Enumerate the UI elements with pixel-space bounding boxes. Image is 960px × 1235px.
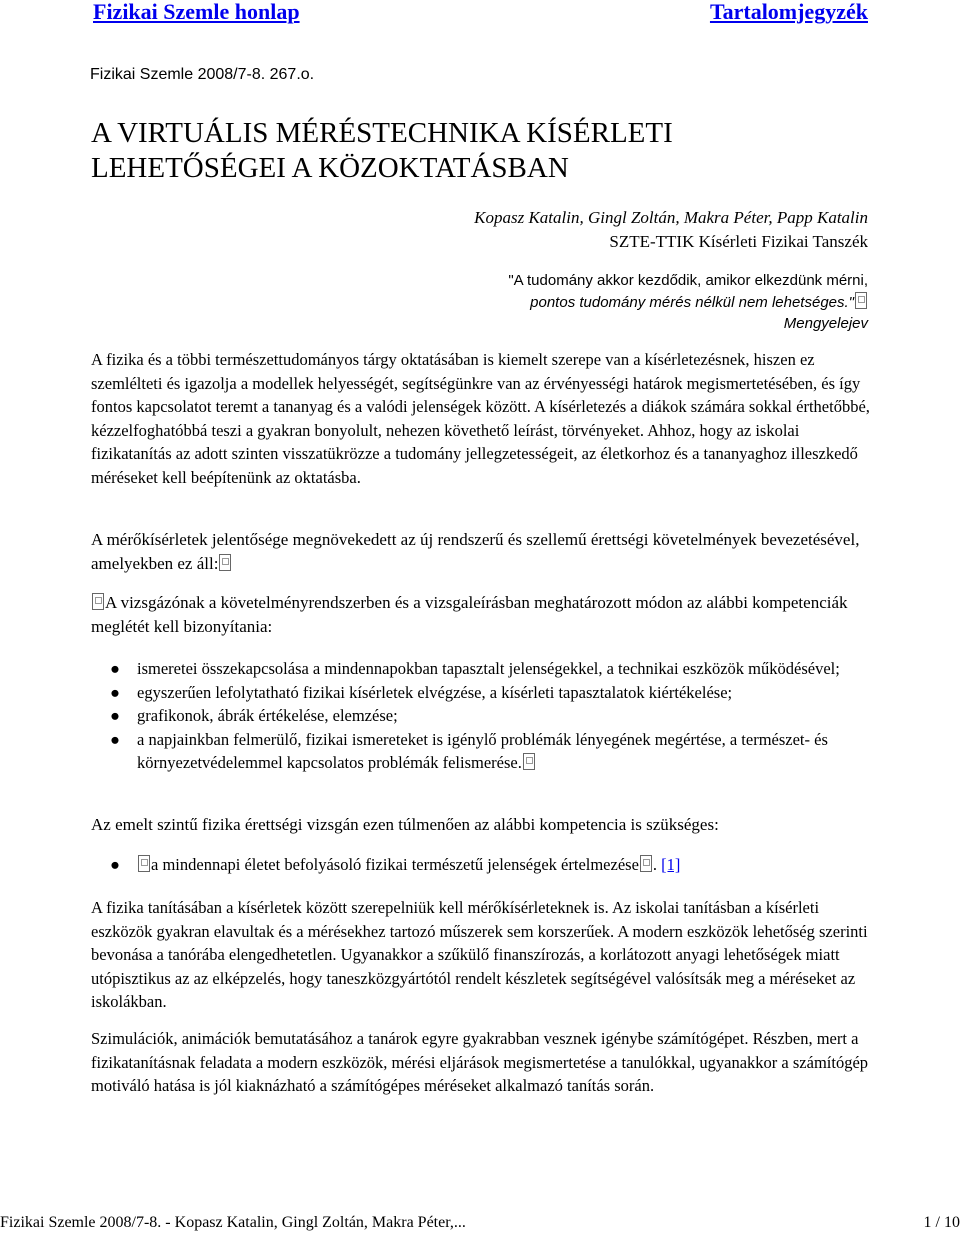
quote-author: Mengyelejev (783, 315, 868, 332)
paragraph-exam-requirements (91, 528, 881, 575)
image-placeholder-icon (855, 292, 867, 309)
affiliation: SZTE-TTIK Kísérleti Fizikai Tanszék (609, 232, 868, 251)
list-item-text: a napjainkban felmerülő, fizikai ismereteket is igénylő problémák lényegének megértése, a természet- és környezetvédelemmel kapcsolatos problémák felismerése. (137, 729, 828, 772)
paragraph-competencies-intro (91, 591, 881, 638)
paragraph-measurement-experiments: A fizika tanításában a kísérletek között szerepelniük kell mérőkísérleteknek is. Az iskolai tanításban a kísérleti eszközök gyakran elavultak és a mérésekhez tartozó műszerek sem korszerűek. A modern eszközök lehetőség szerinti bevonása a tanórába elengedhetetlen. Ugyanakkor a szűkülő finanszírozás, a korlátozott anyagi lehetőségek miatt utópisztikus az az elképzelés, hogy taneszközgyártótól rendelt készletek segítségével valósítsák meg a méréseket az iskolákban. (91, 898, 868, 1011)
bullet-icon: ● (110, 855, 120, 874)
list-item-tail: . (652, 855, 662, 874)
paragraph-exam-text: A mérőkísérletek jelentősége megnövekedett az új rendszerű és szellemű érettségi követelmények bevezetésével, amelyekben ez áll: (91, 530, 860, 573)
quote-line-2-text: pontos tudomány mérés nélkül nem lehetséges." (530, 294, 854, 311)
image-placeholder-icon (92, 593, 104, 610)
source-citation: Fizikai Szemle 2008/7-8. 267.o. (90, 66, 315, 83)
paragraph-intro: A fizika és a többi természettudományos tárgy oktatásában is kiemelt szerepe van a kísérletezésnek, hiszen ez szemlélteti és igazolja a modellek helyességét, segítségünkre van az érvényességi határok megismertetésében, és így fontos kapcsolatot teremt a tananyag és a valódi jelenségek között. A kísérletezés a diákok számára sokkal érthetőbbé, kézzelfoghatóbbá teszi a gyakran bonyolult, nehezen követhető leírást, törvényeket. Ahhoz, hogy az iskolai fizikatanítás az adott szinten visszatükrözze a tudomány jellegzetességeit, az életkorhoz és a tananyaghoz illeszkedő méréseket kell beépítenünk az oktatásba. (91, 350, 870, 487)
list-item-text: ismeretei összekapcsolása a mindennapokban tapasztalt jelenségekkel, a technikai eszközök működésével; (137, 659, 840, 678)
list-item (91, 853, 881, 877)
paragraph-competencies-text: A vizsgázónak a követelményrendszerben és a vizsgaleírásban meghatározott módon az alábbi kompetenciák meglétét kell bizonyítania: (91, 593, 848, 636)
image-placeholder-icon (219, 554, 231, 571)
table-of-contents-link[interactable]: Tartalomjegyzék (709, 0, 868, 24)
image-placeholder-icon (138, 855, 150, 872)
quote-line-1: "A tudomány akkor kezdődik, amikor elkezdünk mérni, (508, 272, 868, 289)
bullet-icon: ● (110, 729, 120, 749)
bullet-icon: ● (110, 706, 120, 725)
image-placeholder-icon (523, 753, 535, 770)
competency-list (91, 657, 881, 775)
image-placeholder-icon (640, 855, 652, 872)
list-item (91, 657, 881, 681)
footer-citation: Fizikai Szemle 2008/7-8. - Kopasz Katalin, Gingl Zoltán, Makra Péter,... (0, 1214, 466, 1231)
list-item (91, 681, 881, 705)
bullet-icon: ● (110, 682, 120, 702)
title-line-1: A VIRTUÁLIS MÉRÉSTECHNIKA KÍSÉRLETI (91, 117, 673, 149)
list-item-text: a mindennapi életet befolyásoló fizikai természetű jelenségek értelmezése (151, 855, 639, 874)
list-item-text: egyszerűen lefolytatható fizikai kísérletek elvégzése, a kísérleti tapasztalatok kiértékelése; (137, 682, 733, 702)
title-line-2: LEHETŐSÉGEI A KÖZOKTATÁSBAN (91, 152, 569, 184)
page-number: 1 / 10 (923, 1214, 960, 1231)
bullet-icon: ● (110, 659, 120, 678)
paragraph-advanced-level: Az emelt szintű fizika érettségi vizsgán ezen túlmenően az alábbi kompetencia is szükséges: (91, 815, 719, 834)
list-item-text: grafikonok, ábrák értékelése, elemzése; (137, 706, 398, 725)
advanced-competency-list (91, 853, 881, 877)
home-link[interactable]: Fizikai Szemle honlap (93, 0, 300, 24)
page-title (91, 116, 673, 186)
paragraph-simulations: Szimulációk, animációk bemutatásához a tanárok egyre gyakrabban vesznek igénybe számítógépet. Részben, mert a fizikatanításnak feladata a modern eszközök, mérési eljárások megismertetése a tanulókkal, ugyanakkor a számítógép motiváló hatása is jól kiaknázható a számítógépes méréseket alkalmazó tanítás során. (91, 1029, 869, 1095)
authors: Kopasz Katalin, Gingl Zoltán, Makra Péter, Papp Katalin (474, 208, 868, 227)
quote-line-2 (530, 292, 868, 311)
list-item (91, 728, 881, 775)
list-item (91, 704, 881, 728)
reference-link-1[interactable]: [1] (661, 855, 681, 874)
